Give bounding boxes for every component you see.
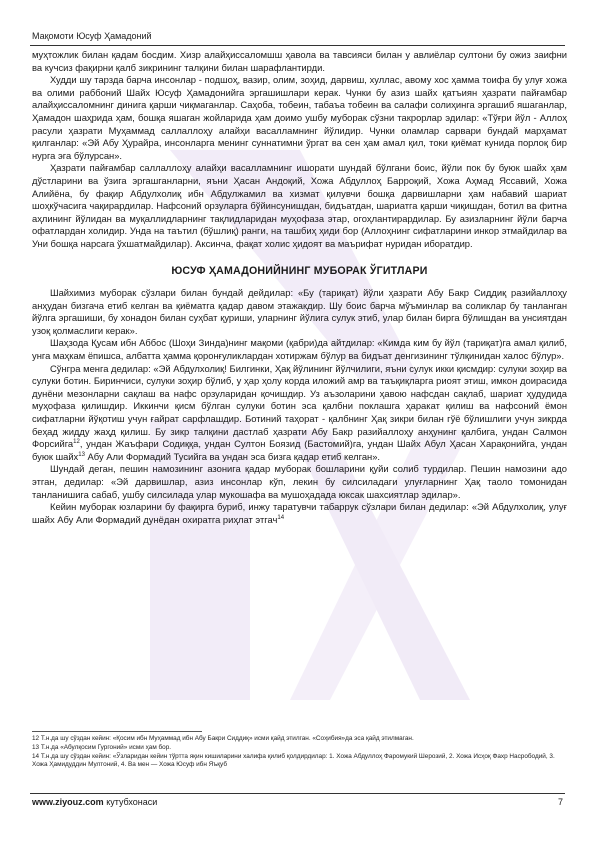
footer-rule	[30, 793, 565, 794]
paragraph-text: , ундан Жаъфари Содиққа, ундан Султон Боязид (Бастомий)га, ундан Шайх Абул Ҳасан Харақонийга, ундан буюк шайх	[32, 438, 567, 462]
paragraph: Ҳазрати пайғамбар саллаллоҳу алайҳи васалламнинг ишорати шундай бўлгани боис, йўли пок бу буюк шайх ҳам дўстларини ва ўзига эргашганларни, яъни Ҳасан Андоқий, Хожа Абдуллоҳ Барроқий, Хожа Аҳмад Яссавий, Хожа Алийёна, бу фақир Абдулхолиқ ибн Абдулжамил ва хизмат қилувчи бошқа дарвишларни ҳам набавий шариат шоҳкўчасига чақирардилар. Нафсоний орзуларга бўйинсунишдан, бидъатдан, шариатга қарши чиқишдан, ботил ва фитна аҳлининг йўлидан ва муқаллидларнинг тақлидларидан муҳофаза этар, огоҳлантирардилар. Бу азизларнинг йўли барча офатлардан холидир. Унда на таътил (бўшлиқ) ранги, на ташбиҳ ҳиди бор (Аллоҳнинг сифатларини инкор этмайдилар ва Уни бошқа нарсага ўхшатмайдилар). Аксинча, фақат холис ҳидоят ва маърифат нуридан иборатдир.	[32, 162, 567, 249]
section-heading: ЮСУФ ҲАМАДОНИЙНИНГ МУБОРАК ЎГИТЛАРИ	[171, 264, 428, 277]
footnote-ref: 14	[277, 514, 285, 521]
paragraph	[32, 363, 567, 464]
footnote: 14 Т.н.да шу сўздан кейин: «Ўзларидан кейин тўртта яқин кишиларини халифа қилиб қолдирдилар: 1. Хожа Абдуллоҳ Фаромукий Шерозий, 2. Хожа Исҳоқ Фахр Насрободий, 3. Хожа Ҳамидуддин Мултоний, 4. Ва мен — Хожа Юсуф ибн Яъқуб	[32, 752, 555, 769]
paragraph-text: Кейин муборак юзларини бу фақирга буриб, инжу таратувчи табаррук сўзлари билан дедилар: «Эй Абдулхолиқ, улуғ шайх Абу Али Формадий дунёдан охиратга риҳлат этгач	[32, 501, 567, 525]
paragraph: Шундай деган, пешин намозининг азонига қадар муборак бошларини қуйи солиб турдилар. Пешин намозини адо этган, дедилар: «Эй дарвишлар, азиз инсонлар кўп, лекин бу силсиладаги улуғларнинг Ҳақ таоло томонидан танланишига сабаб, ушбу силсилада улар мукошафа ва мушоҳададa юксак шахсиятлар эдилар».	[32, 463, 567, 500]
footnote-ref: 13	[78, 451, 85, 458]
footer-source	[32, 797, 157, 807]
paragraph: Шаҳзода Қусам ибн Аббос (Шоҳи Зинда)нинг мақоми (қабри)да айтдилар: «Кимда ким бу йўл (тариқат)га амал қилиб, унга маҳкам ёпишса, албатта ҳамма қоронғуликлардан хотиржам бўлур ва бидъат денгизининг тўлқинидан халос бўлур».	[32, 337, 567, 362]
main-text	[32, 49, 567, 526]
library-label: кутубхонаси	[103, 797, 158, 807]
footnote: 12 Т.н.да шу сўздан кейин: «Қосим ибн Муҳаммад ибн Абу Бакри Сиддиқ» исми қайд этилган. «Соҳибия»да эса қайд этилмаган.	[32, 735, 414, 742]
paragraph: Шайхимиз муборак сўзлари билан бундай дейдилар: «Бу (тариқат) йўли ҳазрати Абу Бакр Сиддиқ разийаллоҳу анҳудан бизгача етиб келган ва қиёматга қадар давом этажакдир. Шу боис барча мўъминлар ва соликлар бу танланган йўлга эргашиши, бу хонадон билан суҳбат қуриши, уларнинг йўлига сулук этиб, улар билан бирга бўлишдан ва унсиятдан узоқ қолмаслиги керак».	[32, 287, 567, 336]
footnotes	[32, 735, 567, 770]
paragraph	[32, 501, 567, 526]
running-header: Мақомоти Юсуф Ҳамадоний	[32, 31, 152, 41]
paragraph-text: Абу Али Формадий Тусийга ва ундан эса бизга қадар етиб келган».	[84, 450, 381, 462]
footnote: 13 Т.н.да «Абулқосим Гургоний» исми ҳам бор.	[32, 743, 172, 751]
page-number: 7	[557, 797, 563, 807]
paragraph: муҳтожлик билан қадам босдим. Хизр алайҳиссаломшш ҳавола ва тавсияси билан у авлиёлар султони бу ожиз заифни ва кучсиз фақирни қалб зикрининг талқини билан шарафлантирди.	[32, 49, 567, 73]
paragraph: Худди шу тарзда барча инсонлар - подшоҳ, вазир, олим, зоҳид, дарвиш, хуллас, авому хос ҳамма тоифа бу улуғ хожа ва олими раббоний Шайх Юсуф Ҳамадонийга эргашишлари керак. Чунки бу азиз шайх қатъиян ҳазрати пайғамбар алайҳиссаломнинг динига қарши чиқмаганлар. Саҳоба, тобеин, табаъа тобеин ва салафи солиҳинга эргашиб яшаганлар, Ҳамадон шаҳрида ҳам, бошқа яшаган жойларида ҳам доимо ушбу муборак сўзни такрорлар эдилар: «Тўғри йўл - Аллоҳ расули ҳазрати Муҳаммад саллаллоҳу алайҳи васалламнинг йўлидир. Чунки оламлар сарвари бундай марҳамат қилганлар: «Эй Абу Ҳурайра, инсонларга менинг суннатимни ўргат ва сен ҳам амал қил, токи қиёмат кунида порлоқ бир нурга эга бўлурсан».	[32, 74, 567, 161]
site-link[interactable]: www.ziyouz.com	[32, 797, 104, 807]
footnote-rule	[32, 731, 202, 732]
paragraph-text: Сўнгра менга дедилар: «Эй Абдулхолиқ! Билгинки, Ҳақ йўлининг йўлчилиги, яъни сулук икки қисмдир: сулуки зоҳир ва сулуки ботин. Биринчиси, сулуки зоҳир бўлиб, у ҳар ҳолу корда иложий амр ва таъқиқларга риоят этиш, имкон доирасида дунёни мезонларни сақлаш ва нафс орзуларидан қочишдир. Уз аъзоларини ҳавою нафсдан сақлаб, шариат ҳудудида муҳофаза қилишдир. Иккинчи қисм бўлган сулуки ботин эса қалбни поклашга ҳаракат қилиш ва нафсоний ёмон сифатларни йўқотиш учун ғайрат сарфлашдир. Ботиний таҳорат - қалбнинг Ҳақ зикри билан гўё бўлишлиги учун зикрда беҳад жидду жаҳд қилиш. Бу зикр талқини дастлаб ҳазрати Абу Бакр разийаллоҳу анҳунинг қалбига, ундан Салмон Форсийга	[32, 362, 567, 450]
header-rule	[30, 45, 565, 46]
footnote-ref: 12	[73, 439, 80, 446]
